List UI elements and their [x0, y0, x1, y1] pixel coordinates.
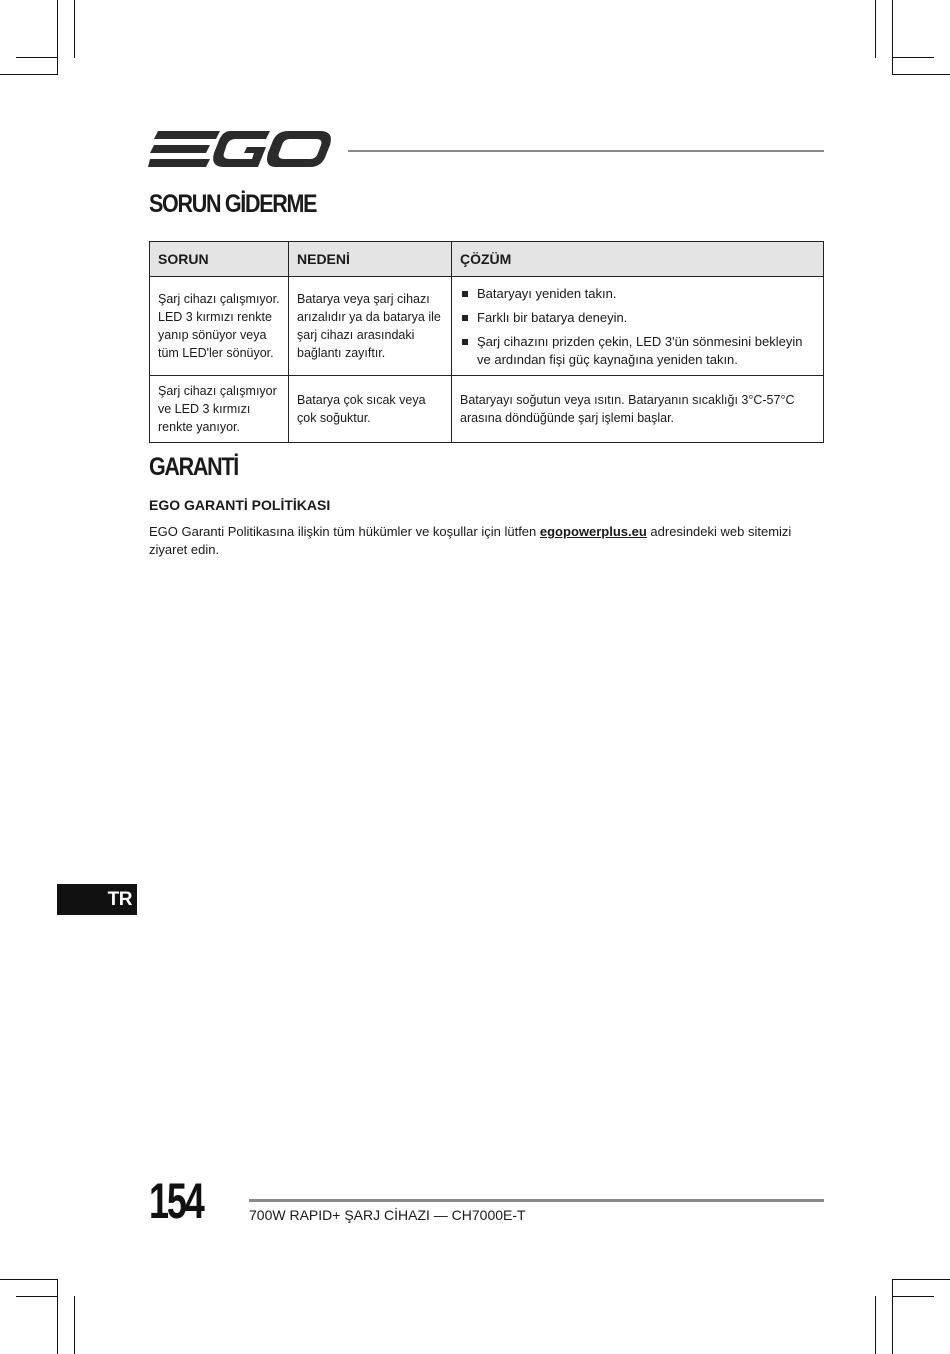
- solution-cell: Bataryayı soğutun veya ısıtın. Bataryanın sıcaklığı 3°C-57°C arasına döndüğünde şarj işlemi başlar.: [452, 376, 824, 443]
- cause-cell: Batarya çok sıcak veya çok soğuktur.: [289, 376, 452, 443]
- crop-mark: [0, 74, 58, 75]
- table-row: [150, 376, 824, 443]
- troubleshooting-table: [149, 241, 824, 443]
- page-number: 154: [149, 1173, 203, 1229]
- warranty-text-after: adresindeki web sitemizi ziyaret edin.: [149, 524, 792, 557]
- crop-mark: [892, 1296, 934, 1297]
- problem-cell: Şarj cihazı çalışmıyor ve LED 3 kırmızı renkte yanıyor.: [150, 376, 289, 443]
- table-header-row: [150, 242, 824, 277]
- solution-item: Farklı bir batarya deneyin.: [460, 309, 815, 327]
- solution-list: [460, 285, 815, 369]
- cause-cell: Batarya veya şarj cihazı arızalıdır ya da batarya ile şarj cihazı arasındaki bağlantı zayıftır.: [289, 277, 452, 376]
- crop-mark: [892, 0, 893, 74]
- footer-product-title: 700W RAPID+ ŞARJ CİHAZI — CH7000E-T: [249, 1207, 526, 1223]
- crop-mark: [16, 1296, 58, 1297]
- crop-mark: [892, 57, 934, 58]
- warranty-subtitle: EGO GARANTİ POLİTİKASI: [149, 497, 331, 513]
- crop-mark: [892, 1279, 950, 1280]
- crop-mark: [16, 57, 58, 58]
- solution-cell: [452, 277, 824, 376]
- crop-mark: [892, 74, 950, 75]
- footer-rule: [249, 1199, 824, 1202]
- troubleshooting-title: SORUN GİDERME: [149, 190, 317, 218]
- crop-mark: [875, 1296, 876, 1354]
- problem-cell: Şarj cihazı çalışmıyor. LED 3 kırmızı renkte yanıp sönüyor veya tüm LED'ler sönüyor.: [150, 277, 289, 376]
- solution-item: Bataryayı yeniden takın.: [460, 285, 815, 303]
- column-header-solution: ÇÖZÜM: [452, 242, 824, 277]
- warranty-link[interactable]: egopowerplus.eu: [539, 524, 647, 539]
- crop-mark: [57, 1280, 58, 1354]
- crop-mark: [74, 0, 75, 58]
- crop-mark: [0, 1279, 58, 1280]
- header-rule: [348, 150, 824, 152]
- warranty-text: [149, 523, 819, 559]
- warranty-title: GARANTİ: [149, 453, 238, 481]
- warranty-text-before: EGO Garanti Politikasına ilişkin tüm hükümler ve koşullar için lütfen: [149, 524, 540, 539]
- solution-item: Şarj cihazını prizden çekin, LED 3'ün sönmesini bekleyin ve ardından fişi güç kaynağına yeniden takın.: [460, 333, 815, 369]
- column-header-problem: SORUN: [150, 242, 289, 277]
- crop-mark: [74, 1296, 75, 1354]
- crop-mark: [57, 0, 58, 74]
- column-header-cause: NEDENİ: [289, 242, 452, 277]
- table-row: [150, 277, 824, 376]
- ego-logo: [148, 128, 333, 173]
- crop-mark: [875, 0, 876, 58]
- crop-mark: [892, 1280, 893, 1354]
- language-tab: TR: [57, 884, 137, 915]
